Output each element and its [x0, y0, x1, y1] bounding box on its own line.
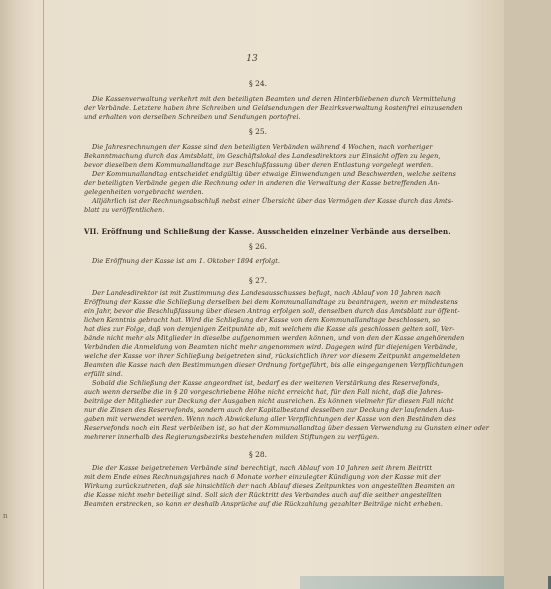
text-line: der beteiligten Verbände gegen die Rechnung oder in anderen die Verwaltung der Kasse betreffenden An- — [84, 179, 440, 187]
text-line: mit dem Ende eines Rechnungsjahres nach 6 Monate vorher einzulegter Kündigung von der Kasse mit der — [84, 473, 441, 481]
text-line: und erhalten von derselben Schreiben und Sendungen portofrei. — [84, 113, 301, 121]
text-line: erfüllt sind. — [84, 370, 123, 378]
text-line: Reservefonds noch ein Rest verbleiben ist, so hat der Kommunallandtag über dessen Verwendung zu Gunsten einer oder — [84, 424, 489, 432]
text-line: bände nicht mehr als Mitglieder in dieselbe aufgenommen werden können, und von den der Kasse angehörenden — [84, 334, 465, 342]
section-25-heading: § 25. — [248, 127, 268, 136]
section-27-heading: § 27. — [248, 276, 268, 285]
text-line: Beamten die Kasse nach den Bestimmungen dieser Ordnung fortgeführt, bis alle eingegangenen Verpflichtungen — [84, 361, 464, 369]
text-line: Bekanntmachung durch das Amtsblatt, im Geschäftslokal des Landesdirektors zur Einsicht offen zu legen, — [84, 152, 441, 160]
text-line: Sobald die Schließung der Kasse angeordnet ist, bedarf es der weiteren Verstärkung des Reservefonds, — [92, 379, 440, 387]
text-line: beiträge der Mitglieder zur Deckung der Ausgaben nicht ausreichen. Es können vielmehr für diesen Fall nicht — [84, 397, 454, 405]
text-line: bevor dieselben dem Kommunallandtage zur Beschlußfassung über deren Entlastung vorgelegt werden. — [84, 161, 434, 169]
page-number: 13 — [246, 54, 258, 64]
text-line: Verbänden die Anmeldung von Beamten nicht mehr angenommen wird. Dagegen wird für diejenigen Verbände, — [84, 343, 458, 351]
chapter-heading: VII. Eröffnung und Schließung der Kasse. Ausscheiden einzelner Verbände aus derselben. — [84, 227, 451, 236]
text-line: Die Jahresrechnungen der Kasse sind den beteiligten Verbänden während 4 Wochen, nach vorheriger — [92, 143, 433, 151]
text-line: Alljährlich ist der Rechnungsabschluß nebst einer Übersicht über das Vermögen der Kasse durch das Amts- — [92, 197, 454, 205]
section-26-heading: § 26. — [248, 242, 268, 251]
text-line: gelegenheiten vorgebracht werden. — [84, 188, 204, 196]
text-line: mehrerer innerhalb des Regierungsbezirks bestehenden milden Stiftungen zu verfügen. — [84, 433, 380, 441]
text-line: der Verbände. Letztere haben ihre Schreiben und Geldsendungen der Bezirksverwaltung kostenfrei einzusenden — [84, 104, 463, 112]
text-line: hat dies zur Folge, daß von demjenigen Zeitpunkte ab, mit welchem die Kasse als geschlossen gelten soll, Ver- — [84, 325, 455, 333]
gutter-line — [43, 0, 44, 589]
text-line: blatt zu veröffentlichen. — [84, 206, 165, 214]
text-line: ein Jahr, bevor die Beschlußfassung über diesen Antrag erfolgen soll, denselben durch das Amtsblatt zur öffent- — [84, 307, 460, 315]
text-line: die Kasse nicht mehr beteiligt sind. Soll sich der Rücktritt des Verbandes auch auf die seither angestellten — [84, 491, 442, 499]
text-line: nur die Zinsen des Reservefonds, sondern auch der Kapitalbestand desselben zur Deckung der laufenden Aus- — [84, 406, 455, 414]
scan-edge-strip — [300, 576, 504, 589]
text-line: Der Kommunallandtag entscheidet endgültig über etwaige Einwendungen und Beschwerden, welche seitens — [92, 170, 456, 178]
text-line: lichen Kenntnis gebracht hat. Wird die Schließung der Kasse von dem Kommunallandtage beschlossen, so — [84, 316, 441, 324]
text-line: Die Kassenverwaltung verkehrt mit den beteiligten Beamten und deren Hinterbliebenen durch Vermittelung — [92, 95, 456, 103]
text-line: Die Eröffnung der Kasse ist am 1. Oktober 1894 erfolgt. — [92, 257, 281, 265]
text-line: Eröffnung der Kasse die Schließung derselben bei dem Kommunallandtage zu beantragen, wenn er mindestens — [84, 298, 458, 306]
section-28-heading: § 28. — [248, 450, 268, 459]
text-line: auch wenn derselbe die in § 20 vorgeschriebene Höhe nicht erreicht hat, für den Fall nicht, daß die Jahres- — [84, 388, 444, 396]
edge-mark: n — [3, 512, 8, 520]
text-line: Wirkung zurückzutreten, daß sie hinsichtlich der nach Ablauf dieses Zeitpunktes von angestellten Beamten an — [84, 482, 455, 490]
text-line: Der Landesdirektor ist mit Zustimmung des Landesausschusses befugt, nach Ablauf von 10 Jahren nach — [92, 289, 442, 297]
text-line: Beamten erstrecken, so kann er deshalb Ansprüche auf die Rückzahlung gezahlter Beiträge nicht erheben. — [84, 500, 443, 508]
section-24-heading: § 24. — [248, 79, 268, 88]
text-line: gaben mit verwendet werden. Wenn nach Abwickelung aller Verpflichtungen der Kasse von den Beständen des — [84, 415, 456, 423]
text-line: Die der Kasse beigetretenen Verbände sind berechtigt, nach Ablauf von 10 Jahren seit ihrem Beitritt — [92, 464, 432, 472]
text-line: welche der Kasse vor ihrer Schließung beigetreten sind, rücksichtlich ihrer vor diesem Zeitpunkt angemeldeten — [84, 352, 461, 360]
